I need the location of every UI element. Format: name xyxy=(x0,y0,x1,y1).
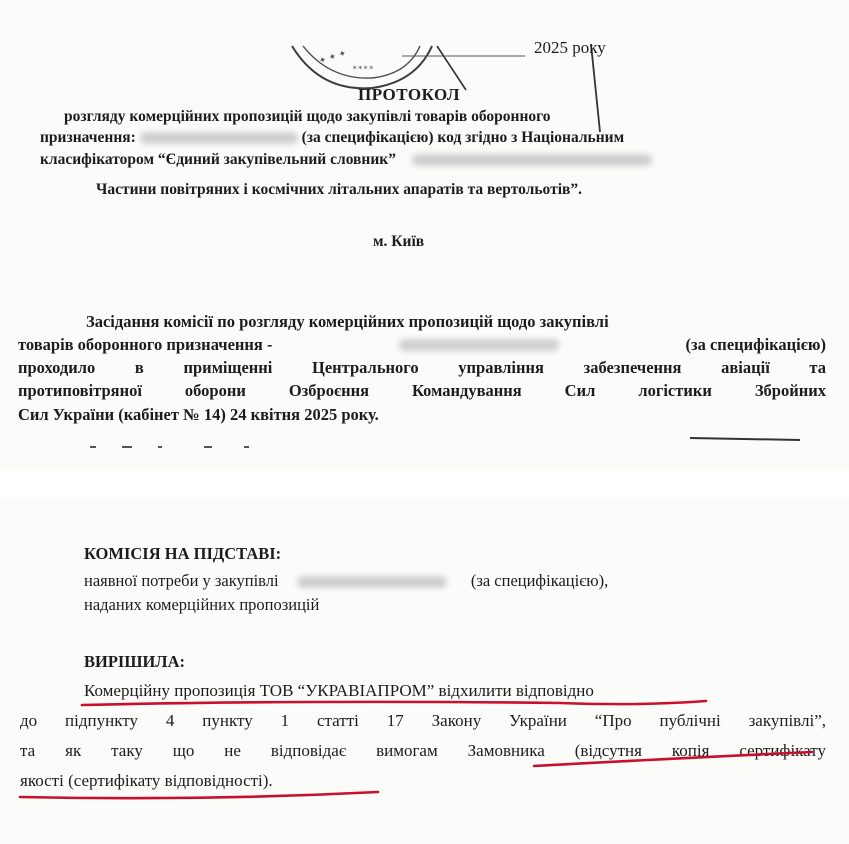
meeting-line-4: протиповітряної оборони Озброєння Командування Сил логістики Збройних xyxy=(18,381,826,400)
redacted-item xyxy=(140,132,298,144)
subject-line-2-tail: (за специфікацією) код згідно з Національним xyxy=(301,129,625,146)
city: м. Київ xyxy=(373,233,425,250)
subject-line-4: Частини повітряних і космічних літальних апаратів та вертольотів”. xyxy=(96,181,583,198)
meeting-line-2-tail: (за специфікацією) xyxy=(685,335,826,354)
decision-line-2: до підпункту 4 пункту 1 статті 17 Закону України “Про публічні закупівлі”, xyxy=(20,711,826,730)
basis-line-1 xyxy=(84,571,608,591)
subject-line-2 xyxy=(40,129,624,147)
svg-text:∗∗∗∗: ∗∗∗∗ xyxy=(352,63,374,72)
meeting-line-2 xyxy=(18,335,826,355)
basis-line-1-tail: (за специфікацією), xyxy=(470,571,609,590)
decision-heading: ВИРІШИЛА: xyxy=(84,652,185,671)
subject-line-1: розгляду комерційних пропозицій щодо закупівлі товарів оборонного xyxy=(64,108,551,125)
basis-heading: КОМІСІЯ НА ПІДСТАВІ: xyxy=(84,544,282,563)
subject-line-2-lead: призначення: xyxy=(40,129,136,146)
meeting-line-5: Сил України (кабінет № 14) 24 квітня 2025 року. xyxy=(18,405,379,424)
subject-line-3 xyxy=(40,151,652,169)
meeting-line-2-lead: товарів оборонного призначення - xyxy=(18,335,273,354)
fragment-gap xyxy=(0,470,849,498)
decision-line-1: Комерційну пропозиція ТОВ “УКРАВІАПРОМ” відхилити відповідно xyxy=(84,681,594,700)
redacted-basis-item xyxy=(297,576,447,588)
date-fragment: 2025 року xyxy=(534,38,606,57)
decision-line-4: якості (сертифікату відповідності). xyxy=(20,771,273,790)
basis-line-2: наданих комерційних пропозицій xyxy=(84,595,320,614)
subject-line-3-text: класифікатором “Єдиний закупівельний словник” xyxy=(40,151,396,168)
meeting-line-3: проходило в приміщенні Центрального управління забезпечення авіації та xyxy=(18,358,826,377)
svg-text:✦ ✦ ✦: ✦ ✦ ✦ xyxy=(317,48,348,67)
basis-line-1-lead: наявної потреби у закупівлі xyxy=(84,571,279,590)
meeting-line-1: Засідання комісії по розгляду комерційних пропозицій щодо закупівлі xyxy=(86,312,609,331)
redacted-meeting-item xyxy=(399,339,559,351)
decision-line-3: та як таку що не відповідає вимогам Замовника (відсутня копія сертифікату xyxy=(20,741,826,760)
redacted-code xyxy=(412,154,652,166)
document-title: ПРОТОКОЛ xyxy=(358,85,461,104)
